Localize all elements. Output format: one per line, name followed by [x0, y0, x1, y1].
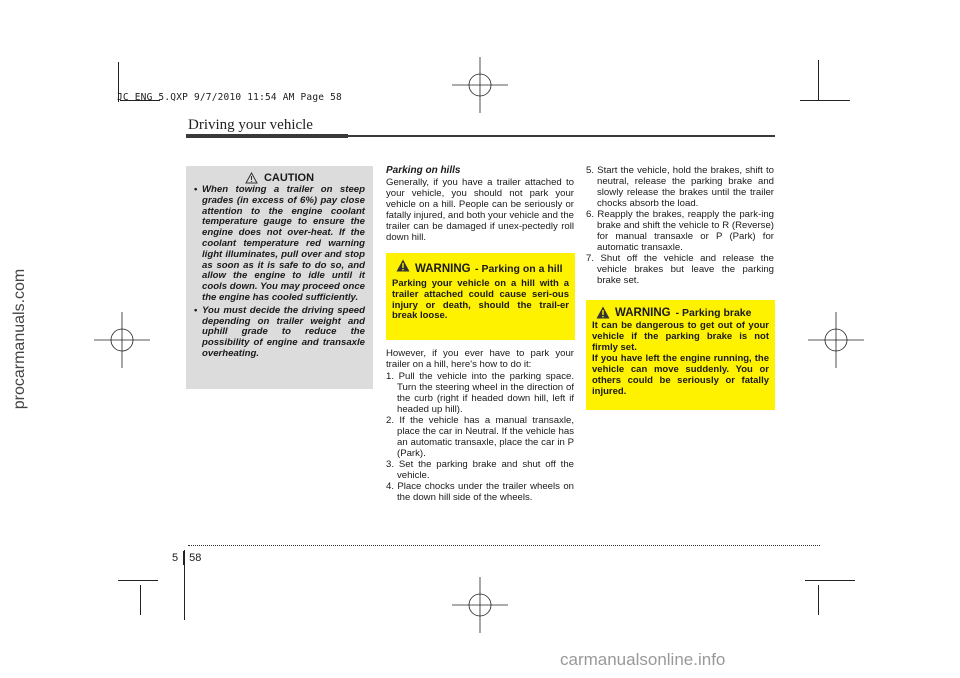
parking-steps-continued — [586, 165, 774, 286]
parking-on-hills-intro — [386, 165, 574, 243]
side-watermark: procarmanuals.com — [11, 268, 28, 410]
step-item: 6. Reapply the brakes, reapply the park-ing brake and shift the vehicle to R (Reverse) for manual transaxle or P (Park) for automatic transaxle. — [586, 209, 774, 253]
caution-box — [186, 166, 373, 389]
step-item: 3. Set the parking brake and shut off the vehicle. — [386, 459, 574, 481]
warning-box-hill — [386, 253, 575, 340]
footer-rule — [188, 545, 820, 546]
caution-item: • You must decide the driving speed depending on trailer weight and uphill grade to reduce the possibility of engine and transaxle overheating. — [194, 306, 365, 360]
caution-header — [194, 172, 365, 184]
caution-list — [194, 185, 365, 360]
warning-triangle-icon — [396, 259, 410, 272]
step-item: 4. Place chocks under the trailer wheels on the down hill side of the wheels. — [386, 481, 574, 503]
parking-on-hills-heading: Parking on hills — [386, 165, 461, 176]
bottom-watermark: carmanualsonline.info — [560, 650, 726, 669]
step-item: 5. Start the vehicle, hold the brakes, shift to neutral, release the parking brake and slowly release the brakes until the trailer chocks absorb the load. — [586, 165, 774, 209]
page-number-value: 58 — [189, 551, 202, 564]
caution-triangle-icon — [245, 172, 258, 184]
registration-crosshair-left — [92, 310, 152, 370]
crop-mark — [140, 585, 141, 615]
header-rule-thin — [348, 135, 775, 137]
registration-crosshair-bottom — [450, 575, 510, 635]
caution-item: • When towing a trailer on steep grades (in excess of 6%) pay close attention to the engine coolant temperature gauge to ensure the engine does not over-heat. If the coolant temperature red warning light illuminates, pull over and stop as soon as it is safe to do so, and allow the engine to idle until it cools down. You may proceed once the engine has cooled sufficiently. — [194, 185, 365, 304]
parking-steps-section — [386, 348, 574, 503]
header-rule-dark — [186, 134, 348, 138]
step-item: 1. Pull the vehicle into the parking space. Turn the steering wheel in the direction of the curb (right if headed down hill, left if headed up hill). — [386, 371, 574, 415]
warning-triangle-icon — [596, 306, 610, 319]
page-separator — [183, 551, 184, 565]
print-header: JC ENG 5.QXP 9/7/2010 11:54 AM Page 58 — [117, 92, 342, 103]
step-item: 7. Shut off the vehicle and release the vehicle brakes but leave the parking brake set. — [586, 253, 774, 286]
steps-list — [386, 371, 574, 503]
warning-subject: - Parking brake — [675, 306, 752, 319]
warning-label: WARNING — [415, 263, 471, 275]
warning-body: It can be dangerous to get out of your vehicle if the parking brake is not firmly set. — [592, 320, 769, 353]
registration-crosshair-top — [450, 55, 510, 115]
steps-list-continued — [586, 165, 774, 286]
warning-label: WARNING — [615, 306, 671, 319]
crop-mark — [818, 585, 819, 615]
warning-header — [392, 259, 569, 277]
however-text: However, if you ever have to park your trailer on a hill, here's how to do it: — [386, 348, 574, 370]
warning-header — [592, 306, 769, 319]
section-number: 5 — [172, 551, 179, 564]
warning-body: Parking your vehicle on a hill with a trailer attached could cause seri-ous injury or death, should the trail-er break loose. — [392, 278, 569, 322]
crop-mark — [118, 580, 158, 581]
crop-mark — [805, 580, 855, 581]
crop-mark — [818, 60, 819, 100]
parking-intro-text: Generally, if you have a trailer attached to your vehicle, you should not park your vehicle on a hill. People can be seriously or fatally injured, and both your vehicle and the trailer can be damaged if unex-pectedly roll down hill. — [386, 177, 574, 243]
page-number — [172, 551, 201, 565]
caution-title: CAUTION — [263, 172, 315, 184]
registration-crosshair-right — [806, 310, 866, 370]
warning-body: If you have left the engine running, the vehicle can move suddenly. You or others could be seriously or fatally injured. — [592, 353, 769, 397]
step-item: 2. If the vehicle has a manual transaxle, place the car in Neutral. If the vehicle has an automatic transaxle, place the car in P (Park). — [386, 415, 574, 459]
warning-box-parking-brake — [586, 300, 775, 410]
warning-subject: - Parking on a hill — [475, 263, 563, 275]
section-title: Driving your vehicle — [188, 117, 313, 133]
crop-mark — [800, 100, 850, 101]
